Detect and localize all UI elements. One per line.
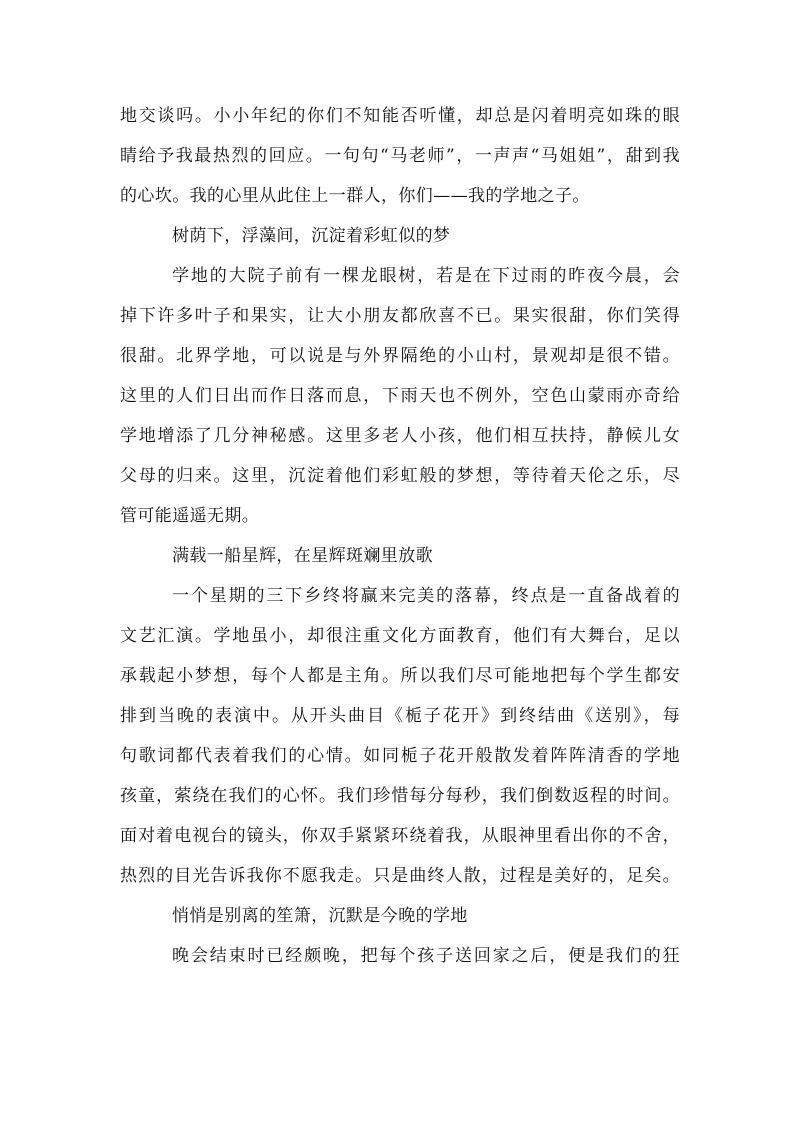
paragraph-line: 排到当晚的表演中。从开头曲目《栀子花开》到终结曲《送别》，每 [120,706,680,726]
paragraph-line: 睛给予我最热烈的回应。一句句“马老师”，一声声“马姐姐”，甜到我 [120,146,680,166]
body-text [120,96,680,976]
section-heading: 树荫下，浮藻间，沉淀着彩虹似的梦 [172,226,451,246]
paragraph-line: 掉下许多叶子和果实，让大小朋友都欣喜不已。果实很甜，你们笑得 [120,306,680,326]
paragraph-line: 承载起小梦想，每个人都是主角。所以我们尽可能地把每个学生都安 [120,666,680,686]
paragraph-line: 一个星期的三下乡终将赢来完美的落幕，终点是一直备战着的 [172,586,680,606]
paragraph-line: 孩童，萦绕在我们的心怀。我们珍惜每分每秒，我们倒数返程的时间。 [120,786,680,806]
section-heading: 满载一船星辉，在星辉斑斓里放歌 [172,546,433,566]
paragraph-line: 文艺汇演。学地虽小，却很注重文化方面教育，他们有大舞台，足以 [120,626,680,646]
paragraph-line: 晚会结束时已经颇晚，把每个孩子送回家之后，便是我们的狂 [172,946,680,966]
paragraph-line: 这里的人们日出而作日落而息，下雨天也不例外，空色山蒙雨亦奇给 [120,386,680,406]
paragraph-line: 热烈的目光告诉我你不愿我走。只是曲终人散，过程是美好的，足矣。 [120,866,680,886]
paragraph-line: 句歌词都代表着我们的心情。如同栀子花开般散发着阵阵清香的学地 [120,746,680,766]
paragraph-line: 面对着电视台的镜头，你双手紧紧环绕着我，从眼神里看出你的不舍， [120,826,680,846]
section-heading: 悄悄是别离的笙箫，沉默是今晚的学地 [172,906,468,926]
paragraph-line: 学地的大院子前有一棵龙眼树，若是在下过雨的昨夜今晨，会 [172,266,680,286]
paragraph-line: 地交谈吗。小小年纪的你们不知能否听懂，却总是闪着明亮如珠的眼 [120,106,680,126]
paragraph-line: 的心坎。我的心里从此住上一群人，你们——我的学地之子。 [120,186,590,206]
paragraph-line: 很甜。北界学地，可以说是与外界隔绝的小山村，景观却是很不错。 [120,346,680,366]
paragraph-line: 学地增添了几分神秘感。这里多老人小孩，他们相互扶持，静候儿女 [120,426,680,446]
paragraph-line: 管可能遥遥无期。 [120,506,260,526]
paragraph-line: 父母的归来。这里，沉淀着他们彩虹般的梦想，等待着天伦之乐，尽 [120,466,680,486]
